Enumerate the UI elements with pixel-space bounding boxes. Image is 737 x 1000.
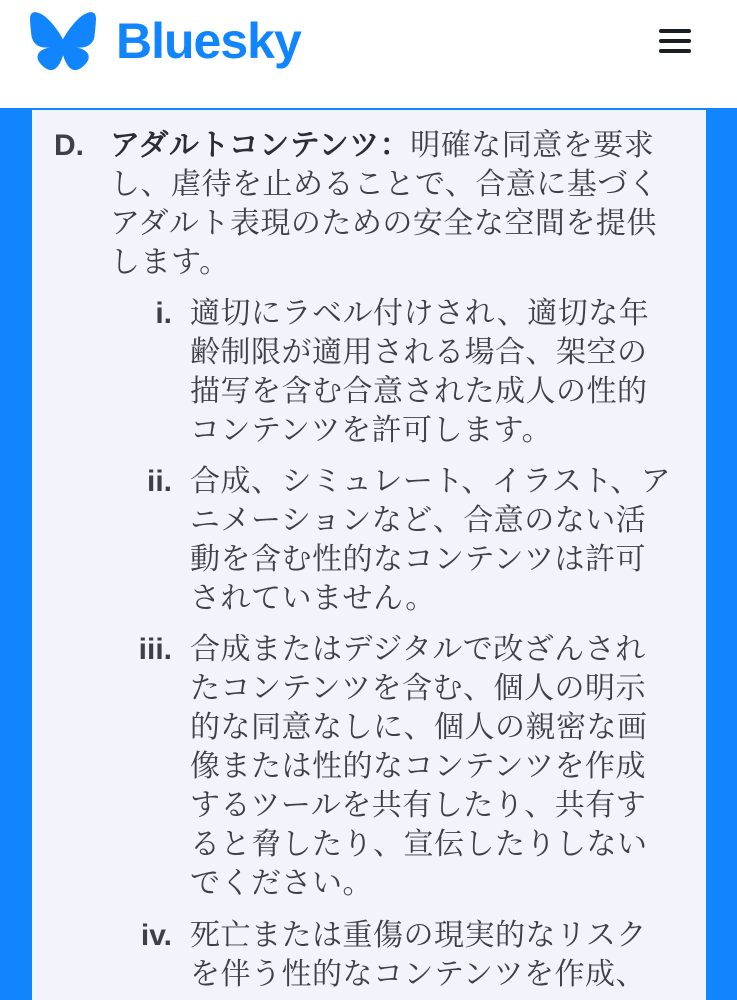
item-label: iii.: [138, 633, 172, 666]
item-text: 合成またはデジタルで改ざんされたコンテンツを含む、個人の明示的な同意なしに、個人の親密な画像または性的なコンテンツを作成するツールを共有したり、共有すると脅したり、宣伝したりしないでください。: [190, 632, 648, 901]
item-text: 適切にラベル付けされ、適切な年齢制限が適用される場合、架空の描写を含む合意された成人の性的コンテンツを許可します。: [190, 296, 650, 448]
butterfly-icon: [30, 12, 96, 70]
brand-name: Bluesky: [116, 13, 301, 69]
site-header: [0, 0, 737, 109]
item-label: i.: [155, 297, 172, 330]
item-label: iv.: [140, 919, 172, 952]
bluesky-logo[interactable]: [30, 12, 301, 70]
section-title: アダルトコンテンツ：: [110, 128, 411, 163]
section-paragraph: [110, 126, 670, 282]
item-text: 死亡または重傷の現実的なリスクを伴う性的なコンテンツを作成、: [190, 918, 647, 992]
hamburger-menu-icon[interactable]: [659, 27, 693, 55]
section-text: 明確な同意を要求し、虐待を止めることで、合意に基づくアダルト表現のための安全な空間を提供します。: [110, 128, 659, 280]
section-label: D.: [54, 129, 84, 162]
item-label: ii.: [146, 465, 172, 498]
policy-content: [32, 110, 706, 1000]
item-text: 合成、シミュレート、イラスト、アニメーションなど、合意のない活動を含む性的なコンテンツは許可されていません。: [190, 464, 672, 616]
